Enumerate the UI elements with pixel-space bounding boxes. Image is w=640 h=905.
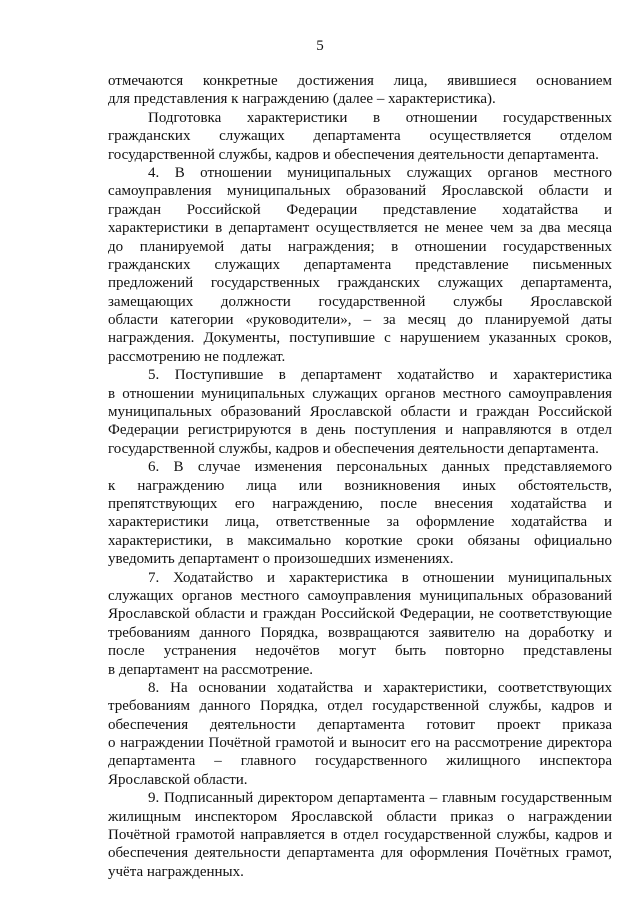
document-body bbox=[108, 72, 612, 881]
text-line: рассмотрению не подлежат. bbox=[108, 348, 286, 365]
text-line: в департамент на рассмотрение. bbox=[108, 661, 314, 678]
text-line: Почётной грамотой направляется в отдел государственной службы, кадров и bbox=[108, 827, 612, 844]
paragraph-characteristic-preparation bbox=[108, 109, 612, 164]
text-line: требованиям данного Порядка, возвращаются заявителю на доработку и bbox=[108, 624, 612, 641]
text-line: уведомить департамент о произошедших изменениях. bbox=[108, 551, 454, 568]
paragraph-item-9 bbox=[108, 789, 612, 881]
text-line: о награждении Почётной грамотой и выносит его на рассмотрение директора bbox=[108, 735, 612, 752]
text-line: обеспечения деятельности департамента для оформления Почётных грамот, bbox=[108, 845, 612, 862]
paragraph-item-8 bbox=[108, 679, 612, 789]
paragraph-intro-continuation bbox=[108, 72, 612, 109]
text-line: после устранения недочётов могут быть повторно представлены bbox=[108, 643, 612, 660]
text-line: муниципальных образований Ярославской области и граждан Российской bbox=[108, 404, 612, 421]
text-line: в отношении муниципальных служащих органов местного самоуправления bbox=[108, 385, 612, 402]
text-line: учёта награжденных. bbox=[108, 863, 244, 880]
text-line: Ярославской области и граждан Российской Федерации, не соответствующие bbox=[108, 606, 612, 623]
text-line: государственной службы, кадров и обеспечения деятельности департамента. bbox=[108, 146, 599, 163]
text-line: Федерации регистрируются в день поступления и направляются в отдел bbox=[108, 422, 612, 439]
text-line: до планируемой даты награждения; в отношении государственных bbox=[108, 238, 612, 255]
text-line: для представления к награждению (далее – характеристика). bbox=[108, 91, 496, 108]
paragraph-item-7 bbox=[108, 569, 612, 679]
text-line: к награждению лица или возникновения иных обстоятельств, bbox=[108, 477, 612, 494]
text-line: самоуправления муниципальных образований Ярославской области и bbox=[108, 183, 612, 200]
text-line: Ярославской области. bbox=[108, 771, 248, 788]
text-line: требованиям данного Порядка, отдел государственной службы, кадров и bbox=[108, 698, 612, 715]
paragraph-item-4 bbox=[108, 164, 612, 366]
text-line: замещающих должности государственной службы Ярославской bbox=[108, 293, 612, 310]
text-line: государственной службы, кадров и обеспечения деятельности департамента. bbox=[108, 440, 599, 457]
text-line: 7. Ходатайство и характеристика в отношении муниципальных bbox=[148, 569, 612, 586]
text-line: граждан Российской Федерации представление ходатайства и bbox=[108, 201, 612, 218]
text-line: характеристики в департамент осуществляется не менее чем за два месяца bbox=[108, 220, 612, 237]
text-line: жилищным инспектором Ярославской области приказ о награждении bbox=[108, 808, 612, 825]
text-line: 8. На основании ходатайства и характеристики, соответствующих bbox=[148, 679, 612, 696]
paragraph-item-6 bbox=[108, 458, 612, 568]
text-line: отмечаются конкретные достижения лица, явившиеся основанием bbox=[108, 73, 612, 89]
text-line: 4. В отношении муниципальных служащих органов местного bbox=[148, 164, 612, 181]
text-line: департамента – главного государственного жилищного инспектора bbox=[108, 753, 612, 770]
text-line: 5. Поступившие в департамент ходатайство и характеристика bbox=[148, 367, 612, 384]
paragraph-item-5 bbox=[108, 366, 612, 458]
text-line: награждения. Документы, поступившие с нарушением указанных сроков, bbox=[108, 330, 612, 347]
text-line: 6. В случае изменения персональных данных представляемого bbox=[148, 459, 612, 476]
text-line: 9. Подписанный директором департамента – главным государственным bbox=[148, 790, 612, 807]
text-line: предложений государственных гражданских служащих департамента, bbox=[108, 275, 612, 292]
text-line: характеристики лица, ответственные за оформление ходатайства и bbox=[108, 514, 612, 531]
text-line: гражданских служащих департамента представление письменных bbox=[108, 256, 612, 273]
text-line: области категории «руководители», – за месяц до планируемой даты bbox=[108, 312, 612, 329]
text-line: препятствующих его награждению, после внесения ходатайства и bbox=[108, 495, 612, 512]
text-line: Подготовка характеристики в отношении государственных bbox=[148, 109, 612, 126]
text-line: обеспечения деятельности департамента готовит проект приказа bbox=[108, 716, 612, 733]
text-line: характеристики, в максимально короткие сроки обязаны официально bbox=[108, 532, 612, 549]
page-number: 5 bbox=[316, 38, 324, 54]
text-line: гражданских служащих департамента осуществляется отделом bbox=[108, 128, 612, 145]
text-line: служащих органов местного самоуправления муниципальных образований bbox=[108, 587, 612, 604]
